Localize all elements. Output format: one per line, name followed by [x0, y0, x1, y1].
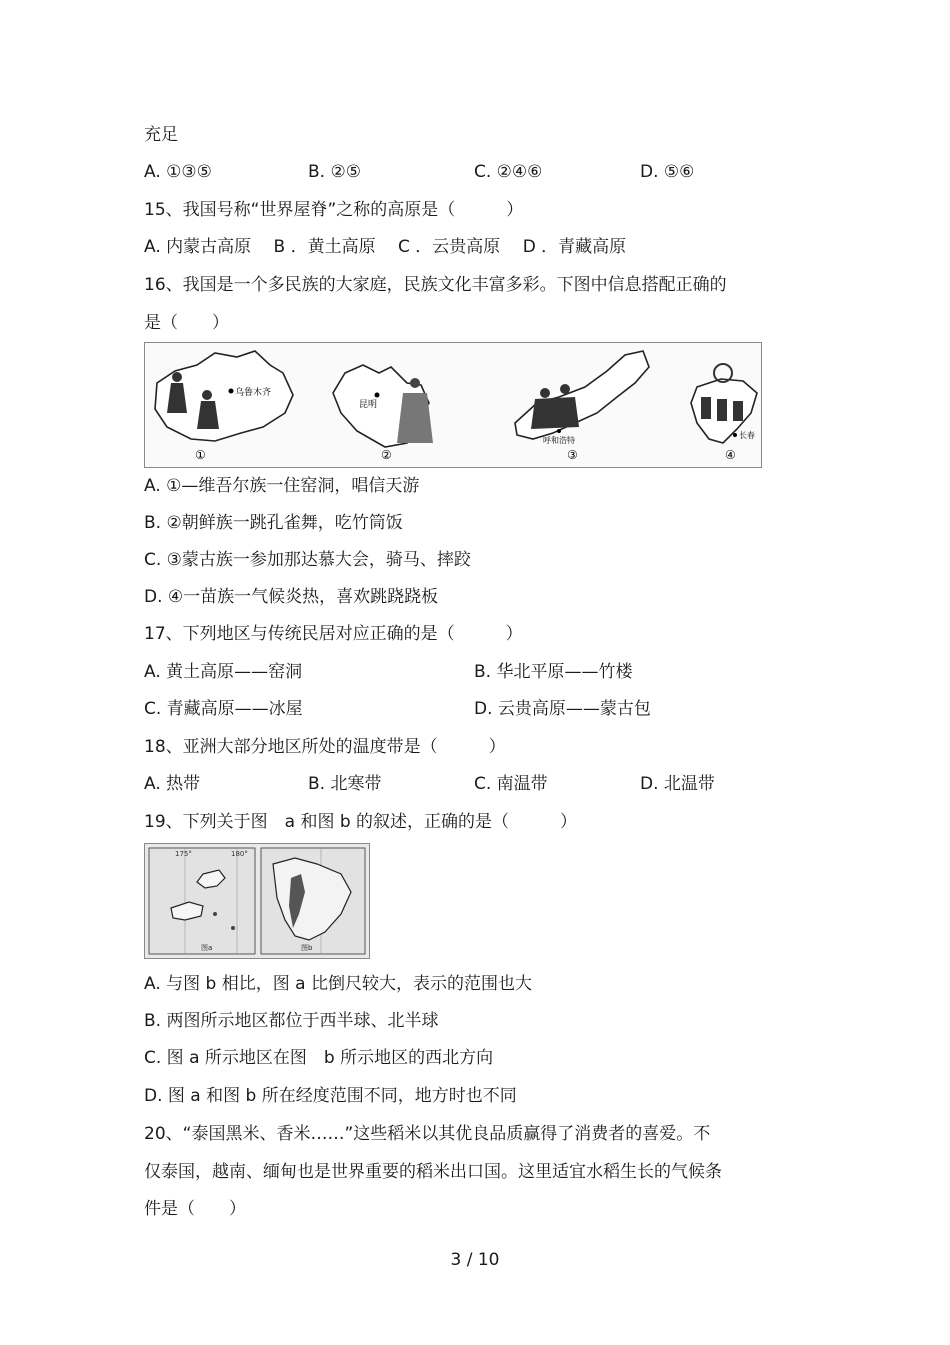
q19-maps-svg	[145, 844, 369, 958]
map-a-frame	[149, 848, 255, 954]
q14-option-a: A. ①③⑤	[144, 162, 212, 182]
q14-option-c: C. ②④⑥	[474, 162, 543, 182]
map-a-caption: 图a	[201, 944, 213, 952]
map-number-1: ①	[195, 448, 206, 462]
q16-option-a: A. ①—维吾尔族一住窑洞，唱信天游	[144, 476, 420, 496]
q19-option-a: A. 与图 b 相比，图 a 比倒尺较大，表示的范围也大	[144, 974, 532, 994]
q19-stem: 19、下列关于图 a 和图 b 的叙述，正确的是（ ）	[144, 812, 578, 832]
q16-stem-line2: 是（ ）	[144, 313, 229, 333]
q18-option-a: A. 热带	[144, 774, 201, 794]
map-a-lon-label-1: 175°	[175, 850, 192, 858]
q20-line1: 20、“泰国黑米、香米……”这些稻米以其优良品质赢得了消费者的喜爱。不	[144, 1124, 711, 1144]
q17-option-a: A. 黄土高原——窑洞	[144, 662, 303, 682]
q15-stem: 15、我国号称“世界屋脊”之称的高原是（ ）	[144, 200, 524, 220]
kunming-dot	[375, 393, 380, 398]
q18-option-d: D. 北温带	[640, 774, 715, 794]
q17-option-b: B. 华北平原——竹楼	[474, 662, 633, 682]
q17-option-c: C. 青藏高原——冰屋	[144, 699, 303, 719]
q16-maps-svg	[145, 343, 761, 467]
map-a-islet	[213, 912, 217, 916]
q18-stem: 18、亚洲大部分地区所处的温度带是（ ）	[144, 737, 506, 757]
mongol-wrestlers-icon	[531, 384, 579, 429]
map-number-4: ④	[725, 448, 736, 462]
q17-option-d: D. 云贵高原——蒙古包	[474, 699, 651, 719]
map-a-lon-label-2: 180°	[231, 850, 248, 858]
q15-options: A. 内蒙古高原 B ．黄土高原 C ．云贵高原 D ．青藏高原	[144, 237, 627, 257]
map-number-3: ③	[567, 448, 578, 462]
q18-option-c: C. 南温带	[474, 774, 548, 794]
q19-option-b: B. 两图所示地区都位于西半球、北半球	[144, 1011, 439, 1031]
urumqi-dot	[229, 389, 234, 394]
changchun-dot	[733, 433, 737, 437]
city-label-hohhot: 呼和浩特	[543, 436, 575, 445]
q16-stem-line1: 16、我国是一个多民族的大家庭，民族文化丰富多彩。下图中信息搭配正确的	[144, 275, 727, 295]
q17-stem: 17、下列地区与传统民居对应正确的是（ ）	[144, 624, 523, 644]
q19-option-c: C. 图 a 所示地区在图 b 所示地区的西北方向	[144, 1048, 494, 1068]
q19-option-d: D. 图 a 和图 b 所在经度范围不同，地方时也不同	[144, 1086, 517, 1106]
q19-maps-figure	[144, 843, 370, 959]
q16-option-b: B. ②朝鲜族一跳孔雀舞，吃竹筒饭	[144, 513, 403, 533]
q16-option-d: D. ④一苗族一气候炎热，喜欢跳跷跷板	[144, 587, 439, 607]
q16-option-c: C. ③蒙古族一参加那达慕大会，骑马、摔跤	[144, 550, 471, 570]
q20-line3: 件是（ ）	[144, 1199, 246, 1219]
map-a-islet-2	[231, 926, 235, 930]
q20-line2: 仅泰国，越南、缅甸也是世界重要的稻米出口国。这里适宜水稻生长的气候条	[144, 1162, 722, 1182]
q14-option-d: D. ⑤⑥	[640, 162, 695, 182]
q18-option-b: B. 北寒带	[308, 774, 382, 794]
map-b-caption: 图b	[301, 944, 313, 952]
city-label-changchun: 长春	[739, 431, 755, 440]
continuation-text: 充足	[144, 125, 178, 145]
city-label-urumqi: 乌鲁木齐	[235, 388, 272, 398]
page-number: 3 / 10	[450, 1250, 500, 1270]
city-label-kunming: 昆明	[359, 400, 378, 410]
hohhot-dot	[557, 429, 561, 433]
q14-option-b: B. ②⑤	[308, 162, 361, 182]
q16-province-maps-figure	[144, 342, 762, 468]
map-number-2: ②	[381, 448, 392, 462]
